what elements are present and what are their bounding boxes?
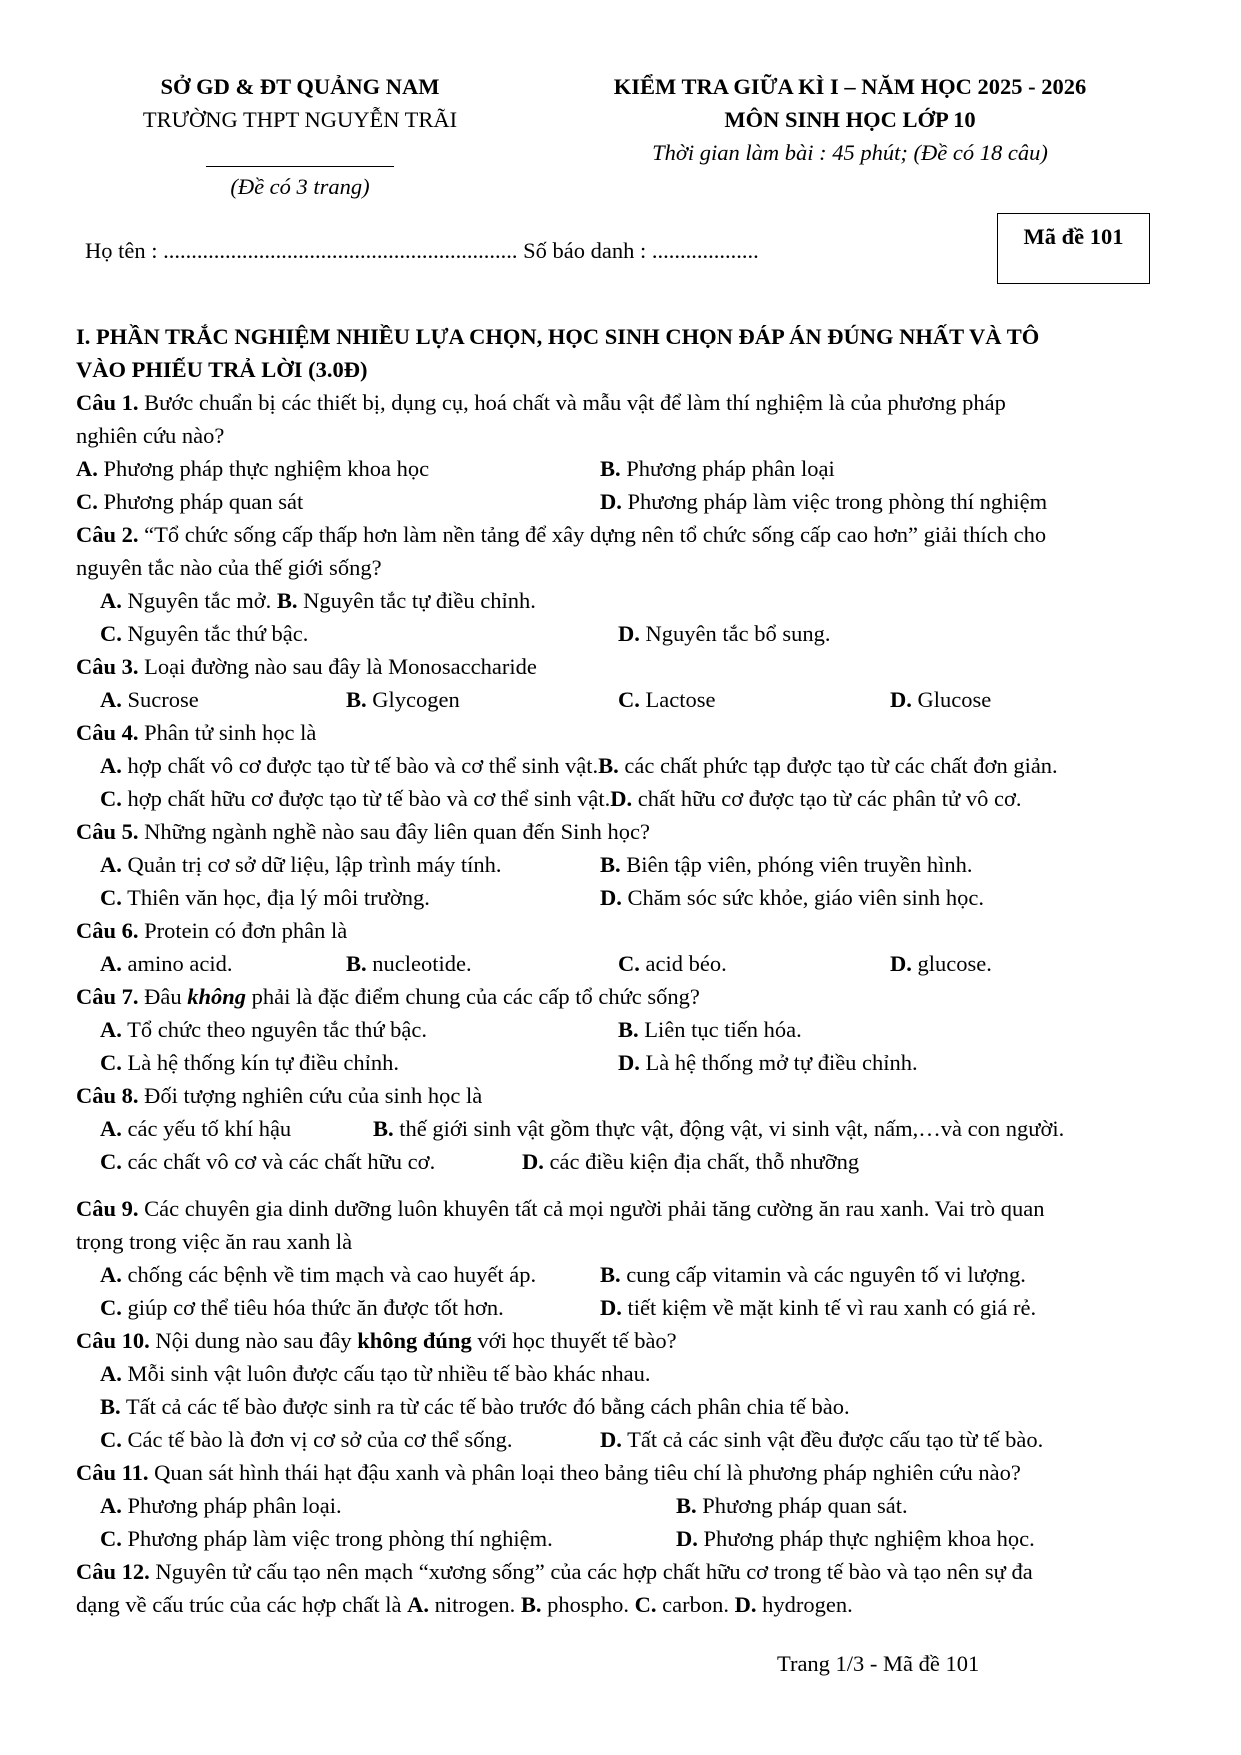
option-key: A. [100,588,122,613]
option-text: Phương pháp làm việc trong phòng thí nghiệm [627,489,1048,514]
option-text: các yếu tố khí hậu [127,1116,292,1141]
q8-option-a[interactable] [100,1112,291,1145]
option-text: Phương pháp quan sát. [702,1493,908,1518]
option-text: Là hệ thống kín tự điều chỉnh. [127,1050,400,1075]
department-name: SỞ GD & ĐT QUẢNG NAM [160,74,440,99]
school-name: TRƯỜNG THPT NGUYỄN TRÃI [142,107,458,132]
option-key: B. [600,1262,621,1287]
q6-option-d[interactable] [890,947,992,980]
question-number: Câu 6. [76,918,139,943]
question-text: Những ngành nghề nào sau đây liên quan đến Sinh học? [138,819,650,844]
option-text: Là hệ thống mở tự điều chỉnh. [645,1050,918,1075]
q9-option-d[interactable] [600,1291,1036,1324]
option-text: Tổ chức theo nguyên tắc thứ bậc. [127,1017,427,1042]
question-text: “Tổ chức sống cấp thấp hơn làm nền tảng để xây dựng nên tổ chức sống cấp cao hơn” giải thích cho [138,522,1047,547]
option-text: Quản trị cơ sở dữ liệu, lập trình máy tính. [127,852,502,877]
q9-option-a[interactable] [100,1258,536,1291]
option-text: Tất cả các tế bào được sinh ra từ các tế bào trước đó bằng cách phân chia tế bào. [125,1394,850,1419]
option-key: C. [100,1295,122,1320]
question-number: Câu 8. [76,1083,139,1108]
option-text: Glycogen [372,687,460,712]
option-key: B. [600,852,621,877]
option-key: D. [890,687,912,712]
option-text: nitrogen. [434,1592,516,1617]
question-text: Quan sát hình thái hạt đậu xanh và phân loại theo bảng tiêu chí là phương pháp nghiên cứu nào? [148,1460,1021,1485]
option-text: Lactose [645,687,716,712]
option-text: Glucose [917,687,992,712]
q11-option-c[interactable] [100,1522,553,1555]
option-text: Biên tập viên, phóng viên truyền hình. [626,852,973,877]
option-text: Phương pháp thực nghiệm khoa học [103,456,430,481]
question-text: Các chuyên gia dinh dưỡng luôn khuyên tất cả mọi người phải tăng cường ăn rau xanh. Vai trò quan [138,1196,1045,1221]
question-text: Bước chuẩn bị các thiết bị, dụng cụ, hoá chất và mẫu vật để làm thí nghiệm là của phương pháp [138,390,1006,415]
q1-option-a[interactable] [76,452,429,485]
option-text: các chất vô cơ và các chất hữu cơ. [127,1149,436,1174]
question-number: Câu 5. [76,819,139,844]
q8-option-c[interactable] [100,1145,435,1178]
emphasis-text: không [187,984,247,1009]
option-key: B. [346,951,367,976]
option-key: A. [100,753,122,778]
option-text: thế giới sinh vật gồm thực vật, động vật, vi sinh vật, nấm,…và con người. [399,1116,1065,1141]
option-key: A. [76,456,98,481]
option-text: Mỗi sinh vật luôn được cấu tạo từ nhiều tế bào khác nhau. [127,1361,651,1386]
q5-option-a[interactable] [100,848,502,881]
option-key: C. [618,687,640,712]
option-key: C. [100,885,122,910]
question-1-line2: nghiên cứu nào? [76,423,225,448]
option-key: C. [100,1050,122,1075]
option-key: C. [634,1592,657,1617]
q12-option-b[interactable] [521,1592,629,1617]
option-text: Nguyên tắc bổ sung. [645,621,831,646]
q3-option-b[interactable] [346,683,460,716]
question-text: dạng về cấu trúc của các hợp chất là [76,1592,402,1617]
option-text: hydrogen. [762,1592,853,1617]
exam-code: Mã đề 101 [1023,224,1124,249]
option-key: A. [100,1116,122,1141]
q3-option-d[interactable] [890,683,991,716]
question-text: Đối tượng nghiên cứu của sinh học là [138,1083,483,1108]
q5-option-d[interactable] [600,881,984,914]
student-info-line: Họ tên : ............................................................... Số báo danh : ................... [85,238,759,263]
option-key: D. [676,1526,698,1551]
q12-option-a[interactable] [407,1592,515,1617]
q10-option-b[interactable] [100,1390,850,1423]
option-text: acid béo. [645,951,727,976]
section-title-line1: I. PHẦN TRẮC NGHIỆM NHIỀU LỰA CHỌN, HỌC SINH CHỌN ĐÁP ÁN ĐÚNG NHẤT VÀ TÔ [76,324,1040,349]
option-key: B. [100,1394,121,1419]
option-key: D. [600,1427,622,1452]
q6-option-b[interactable] [346,947,472,980]
q4-options-cd [100,782,1022,815]
question-2-line1 [76,518,1046,551]
q11-option-a[interactable] [100,1489,342,1522]
q9-option-b[interactable] [600,1258,1026,1291]
q4-option-b[interactable] [598,753,1058,778]
q7-option-b[interactable] [618,1013,802,1046]
option-key: A. [100,687,122,712]
q1-option-b[interactable] [600,452,835,485]
option-text: Nguyên tắc tự điều chỉnh. [303,588,536,613]
option-key: B. [676,1493,697,1518]
q2-options-ab [100,584,536,617]
option-text: tiết kiệm về mặt kinh tế vì rau xanh có giá rẻ. [627,1295,1037,1320]
option-text: các điều kiện địa chất, thỗ nhưỡng [549,1149,860,1174]
option-text: Phương pháp phân loại [626,456,835,481]
option-key: D. [600,885,622,910]
question-9-line2: trọng trong việc ăn rau xanh là [76,1229,353,1254]
question-number: Câu 7. [76,984,139,1009]
option-key: B. [600,456,621,481]
page-count-note: (Đề có 3 trang) [230,174,370,199]
option-key: B. [373,1116,394,1141]
option-text: chống các bệnh về tim mạch và cao huyết áp. [127,1262,537,1287]
question-4-line1 [76,716,316,749]
q10-option-a[interactable] [100,1357,651,1390]
subject-title: MÔN SINH HỌC LỚP 10 [724,107,976,132]
q7-option-c[interactable] [100,1046,399,1079]
question-12-line1 [76,1555,1033,1588]
question-1-line1 [76,386,1006,419]
q4-options-ab [100,749,1058,782]
question-number: Câu 11. [76,1460,149,1485]
option-key: A. [407,1592,429,1617]
question-text: Đâu [138,984,188,1009]
option-key: C. [618,951,640,976]
option-text: Phương pháp làm việc trong phòng thí nghiệm. [127,1526,553,1551]
option-key: A. [100,1262,122,1287]
option-key: D. [522,1149,544,1174]
option-key: B. [598,753,619,778]
q10-option-d[interactable] [600,1423,1043,1456]
q2-option-a[interactable] [100,588,271,613]
q1-option-d[interactable] [600,485,1047,518]
option-key: A. [100,1361,122,1386]
question-5-line1 [76,815,650,848]
question-text: Protein có đơn phân là [138,918,348,943]
option-key: D. [890,951,912,976]
option-key: B. [618,1017,639,1042]
time-note: Thời gian làm bài : 45 phút; (Đề có 18 câu) [652,140,1048,165]
emphasis-text: không đúng [357,1328,472,1353]
q12-option-d[interactable] [735,1592,853,1617]
option-text: amino acid. [127,951,233,976]
option-key: D. [618,621,640,646]
option-key: C. [100,786,122,811]
question-12-line2 [76,1588,853,1621]
question-number: Câu 4. [76,720,139,745]
question-9-line1 [76,1192,1045,1225]
option-key: B. [346,687,367,712]
question-text: Nội dung nào sau đây [149,1328,358,1353]
exam-code-box [997,213,1150,284]
q9-option-c[interactable] [100,1291,504,1324]
option-text: chất hữu cơ được tạo từ các phân tử vô cơ. [637,786,1022,811]
page-footer: Trang 1/3 - Mã đề 101 [777,1651,980,1676]
question-6-line1 [76,914,347,947]
q12-option-c[interactable] [635,1592,729,1617]
q4-option-a[interactable] [100,753,598,778]
option-key: A. [100,1017,122,1042]
option-text: giúp cơ thể tiêu hóa thức ăn được tốt hơn. [127,1295,504,1320]
q10-option-c[interactable] [100,1423,512,1456]
question-10-line1 [76,1324,677,1357]
question-number: Câu 12. [76,1559,150,1584]
q2-option-c[interactable] [100,617,308,650]
header-divider [206,166,394,167]
option-text: Phương pháp phân loại. [127,1493,342,1518]
option-key: C. [100,1427,122,1452]
option-text: các chất phức tạp được tạo từ các chất đơn giản. [624,753,1058,778]
q6-option-a[interactable] [100,947,232,980]
option-text: cung cấp vitamin và các nguyên tố vi lượng. [626,1262,1026,1287]
q3-option-a[interactable] [100,683,199,716]
q5-option-c[interactable] [100,881,430,914]
option-text: phospho. [547,1592,629,1617]
q6-option-c[interactable] [618,947,727,980]
question-text: với học thuyết tế bào? [471,1328,677,1353]
option-key: D. [600,1295,622,1320]
question-2-line2: nguyên tắc nào của thế giới sống? [76,555,382,580]
question-number: Câu 10. [76,1328,150,1353]
option-text: hợp chất hữu cơ được tạo từ tế bào và cơ thể sinh vật. [127,786,611,811]
option-key: D. [610,786,633,811]
option-text: Các tế bào là đơn vị cơ sở của cơ thể sống. [127,1427,513,1452]
q7-option-d[interactable] [618,1046,918,1079]
option-key: B. [276,588,298,613]
question-3-line1 [76,650,537,683]
option-text: Nguyên tắc thứ bậc. [127,621,309,646]
option-text: glucose. [917,951,992,976]
q2-option-b[interactable] [277,588,536,613]
option-key: D. [600,489,622,514]
option-key: A. [100,1493,122,1518]
question-8-line1 [76,1079,482,1112]
option-key: B. [520,1592,542,1617]
option-text: Phương pháp thực nghiệm khoa học. [703,1526,1035,1551]
question-11-line1 [76,1456,1021,1489]
option-key: C. [76,489,98,514]
section-title-line2: VÀO PHIẾU TRẢ LỜI (3.0Đ) [76,357,368,382]
option-text: nucleotide. [372,951,472,976]
q2-option-d[interactable] [618,617,830,650]
q7-option-a[interactable] [100,1013,427,1046]
question-text: phải là đặc điểm chung của các cấp tổ chức sống? [246,984,700,1009]
question-text: Nguyên tử cấu tạo nên mạch “xương sống” của các hợp chất hữu cơ trong tế bào và tạo nên sự đa [149,1559,1033,1584]
option-key: D. [618,1050,640,1075]
question-number: Câu 1. [76,390,139,415]
q8-option-d[interactable] [522,1145,859,1178]
option-text: Tất cả các sinh vật đều được cấu tạo từ tế bào. [627,1427,1044,1452]
option-key: C. [100,1149,122,1174]
option-text: Chăm sóc sức khỏe, giáo viên sinh học. [627,885,985,910]
question-text: Phân tử sinh học là [138,720,317,745]
option-text: Phương pháp quan sát [103,489,304,514]
q11-option-b[interactable] [676,1489,908,1522]
option-key: D. [734,1592,757,1617]
q8-option-b[interactable] [373,1112,1064,1145]
option-text: Sucrose [127,687,199,712]
option-text: hợp chất vô cơ được tạo từ tế bào và cơ thể sinh vật. [127,753,599,778]
q11-option-d[interactable] [676,1522,1035,1555]
exam-title: KIỂM TRA GIỮA KÌ I – NĂM HỌC 2025 - 2026 [613,74,1087,99]
question-number: Câu 3. [76,654,139,679]
option-text: carbon. [662,1592,729,1617]
q1-option-c[interactable] [76,485,303,518]
option-key: A. [100,852,122,877]
option-key: C. [100,621,122,646]
question-number: Câu 2. [76,522,139,547]
option-key: C. [100,1526,122,1551]
option-text: Nguyên tắc mở. [127,588,272,613]
option-text: Thiên văn học, địa lý môi trường. [127,885,430,910]
question-text: Loại đường nào sau đây là Monosaccharide [138,654,537,679]
option-key: A. [100,951,122,976]
q4-option-c[interactable] [100,786,610,811]
question-number: Câu 9. [76,1196,139,1221]
question-7-line1 [76,980,700,1013]
option-text: Liên tục tiến hóa. [644,1017,802,1042]
q4-option-d[interactable] [610,786,1021,811]
q3-option-c[interactable] [618,683,715,716]
q5-option-b[interactable] [600,848,972,881]
